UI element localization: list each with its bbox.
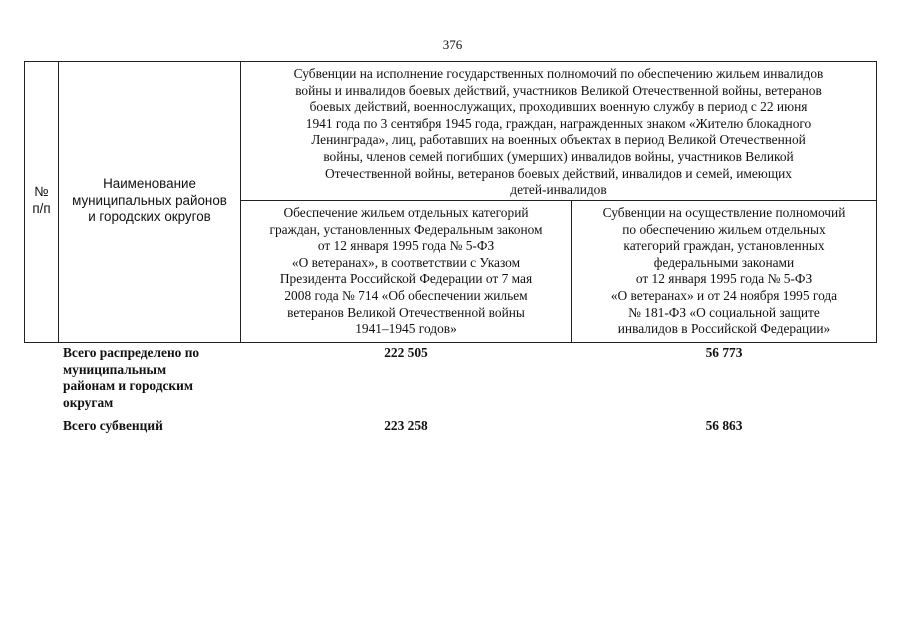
row-total-subsidies-value-2: 56 863 [705,418,743,433]
group-title-divider [240,200,876,201]
header-name-column: Наименование муниципальных районов и городских округов [72,176,227,225]
row-total-subsidies-label: Всего субвенций [63,418,163,433]
table-top-border [24,61,876,62]
table-right-border [876,61,877,343]
header-number-column: № п/п [32,184,51,216]
row-total-distributed-label: Всего распределено по муниципальным районам и городским округам [63,345,200,410]
row-total-subsidies-value-1: 223 258 [384,418,428,433]
header-bottom-border [24,342,876,343]
page-number: 376 [442,37,463,52]
row-total-distributed-value-1: 222 505 [384,345,428,360]
row-total-distributed-value-2: 56 773 [705,345,743,360]
header-subcolumn-2: Субвенции на осуществление полномочий по обеспечению жильем отдельных категорий граждан, установленных федеральными законами от 12 января 1995 года № 5-ФЗ «О ветеранах» и от 24 ноября 1995 года № 181-ФЗ «О социальной защите инвалидов в Российской Федерации» [602,205,846,337]
header-group-title: Субвенции на исполнение государственных полномочий по обеспечению жильем инвалидов войны и инвалидов боевых действий, участников Великой Отечественной войны, ветеранов боевых действий, военнослужащих, проходивших военную службу в период с 22 июня 1941 года по 3 сентября 1945 года, граждан, награжденных знаком «Жителю блокадного Ленинграда», лиц, работавших на военных объектах в период Великой Отечественной войны, членов семей погибших (умерших) инвалидов войны, участников Великой Отечественной войны, ветеранов боевых действий, инвалидов и семей, имеющих детей-инвалидов [293,66,824,198]
header-subcolumn-1: Обеспечение жильем отдельных категорий граждан, установленных Федеральным законом от 12 января 1995 года № 5-ФЗ «О ветеранах», в соответствии с Указом Президента Российской Федерации от 7 мая 2008 года № 714 «Об обеспечении жильем ветеранов Великой Отечественной войны 1941–1945 годов» [269,205,543,337]
